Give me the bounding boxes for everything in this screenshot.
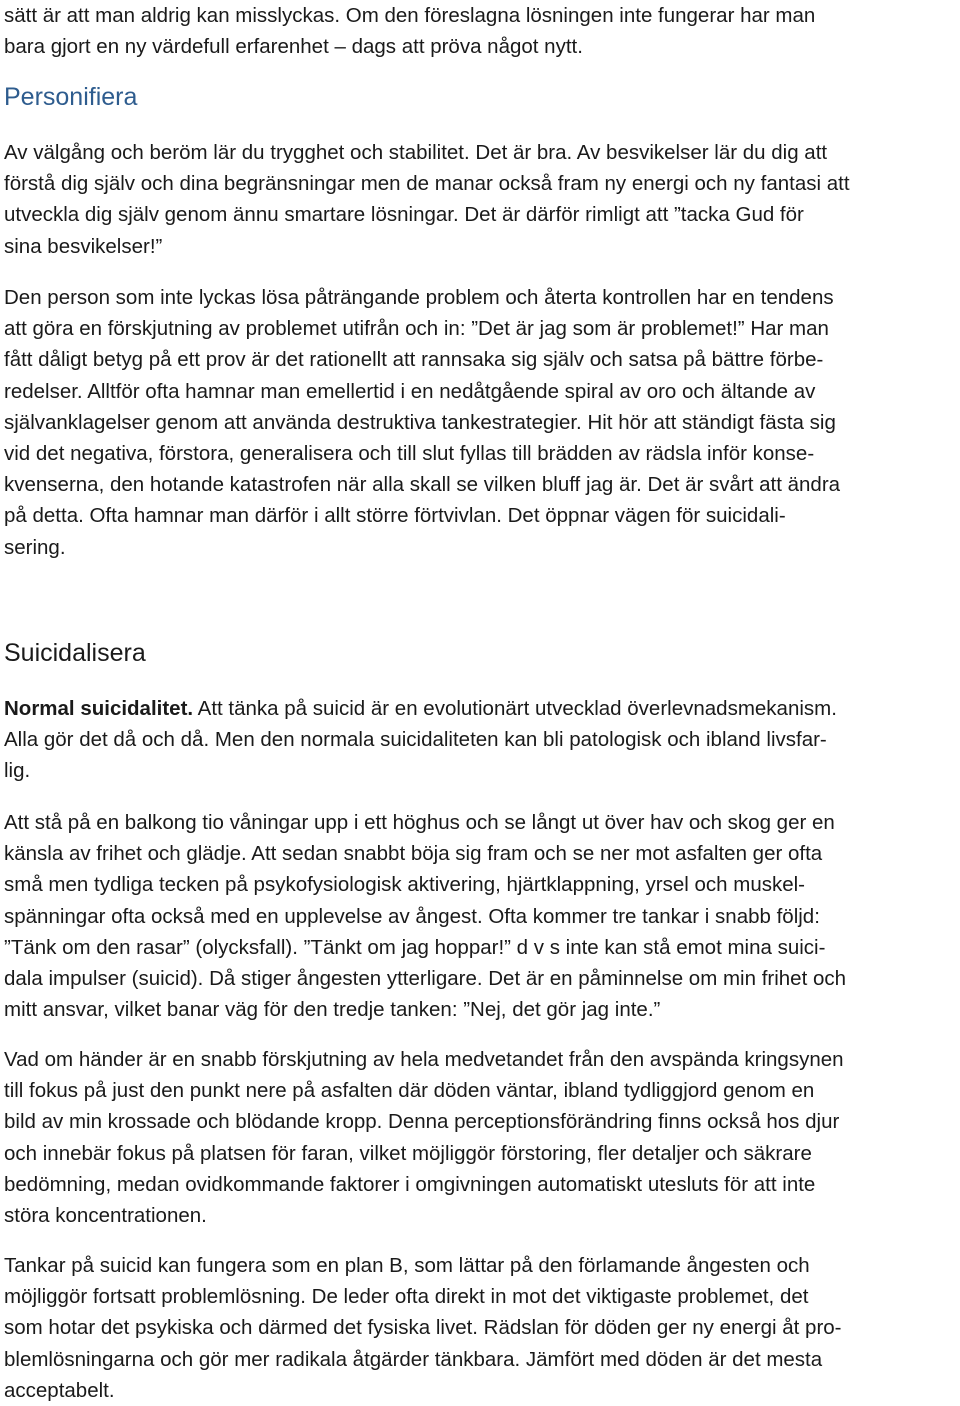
text-line: små men tydliga tecken på psykofysiologisk aktivering, hjärtklappning, yrsel och muskel-	[4, 873, 806, 897]
text-line: att göra en förskjutning av problemet utifrån och in: ”Det är jag som är problemet!” Har man	[4, 317, 829, 341]
text-line: Tankar på suicid kan fungera som en plan B, som lättar på den förlamande ångesten och	[4, 1254, 810, 1277]
text-run: Att tänka på suicid är en evolutionärt utvecklad överlevnadsmekanism.	[193, 697, 837, 720]
text-line: som hotar det psykiska och därmed det fysiska livet. Rädslan för döden ger ny energi åt pro-	[4, 1316, 842, 1340]
text-line: självanklagelser genom att använda destruktiva tankestrategier. Hit hör att ständigt fästa sig	[4, 410, 836, 434]
text-line: Av välgång och beröm lär du trygghet och stabilitet. Det är bra. Av besvikelser lär du dig att	[4, 141, 828, 164]
text-line: bild av min krossade och blödande kropp. Denna perceptionsförändring finns också hos djur	[4, 1110, 840, 1134]
text-line: dala impulser (suicid). Då stiger ångesten ytterligare. Det är en påminnelse om min frihet och	[4, 966, 847, 990]
text-line: ”Tänk om den rasar” (olycksfall). ”Tänkt om jag hoppar!” d v s inte kan stå emot mina suici-	[4, 935, 826, 959]
text-line: spänningar ofta också med en upplevelse av ångest. Ofta kommer tre tankar i snabb följd:	[4, 904, 820, 928]
text-line: bara gjort en ny värdefull erfarenhet – dags att pröva något nytt.	[4, 35, 583, 59]
text-line: känsla av frihet och glädje. Att sedan snabbt böja sig fram och se ner mot asfalten ger ofta	[4, 842, 823, 866]
text-line: möjliggör fortsatt problemlösning. De leder ofta direkt in mot det viktigaste problemet, det	[4, 1285, 809, 1309]
text-line: lig.	[4, 759, 31, 783]
paragraph-tankar	[4, 1250, 956, 1406]
bold-lead: Normal suicidalitet.	[4, 697, 194, 720]
text-line	[4, 693, 956, 724]
text-line: mitt ansvar, vilket banar väg för den tredje tanken: ”Nej, det gör jag inte.”	[4, 998, 661, 1022]
paragraph-vad-om	[4, 1044, 956, 1231]
text-line: till fokus på just den punkt nere på asfalten där döden väntar, ibland tydliggjord genom en	[4, 1079, 815, 1103]
text-line: Att stå på en balkong tio våningar upp i ett höghus och se långt ut över hav och skog ger en	[4, 811, 835, 834]
text-line: bedömning, medan ovidkommande faktorer i omgivningen automatiskt utesluts för att inte	[4, 1172, 816, 1196]
text-line: på detta. Ofta hamnar man därför i allt större förtvivlan. Det öppnar vägen för suicidali-	[4, 504, 786, 528]
text-line: sätt är att man aldrig kan misslyckas. Om den föreslagna lösningen inte fungerar har man	[4, 4, 816, 27]
paragraph-normal-suicidalitet	[4, 693, 956, 787]
paragraph-person	[4, 282, 956, 563]
text-line: vid det negativa, förstora, generalisera och till slut fyllas till brädden av rädsla inför konse-	[4, 441, 815, 465]
text-line: acceptabelt.	[4, 1378, 115, 1402]
text-line: och innebär fokus på platsen för faran, vilket möjliggör förstoring, fler detaljer och säkrare	[4, 1141, 812, 1165]
text-line: sina besvikelser!”	[4, 234, 163, 258]
section-heading: Suicidalisera	[4, 639, 146, 667]
text-line: kvenserna, den hotande katastrofen när alla skall se vilken bluff jag är. Det är svårt att ändra	[4, 473, 841, 497]
section-heading: Personifiera	[4, 83, 138, 111]
text-line: utveckla dig själv genom ännu smartare lösningar. Det är därför rimligt att ”tacka Gud för	[4, 203, 804, 227]
text-line: redelser. Alltför ofta hamnar man emellertid i en nedåtgående spiral av oro och ältande av	[4, 379, 816, 403]
paragraph-balkong	[4, 807, 956, 1025]
text-line: Vad om händer är en snabb förskjutning av hela medvetandet från den avspända kringsynen	[4, 1048, 844, 1071]
text-line: förstå dig själv och dina begränsningar men de manar också fram ny energi och ny fantasi att	[4, 172, 850, 196]
paragraph-personifiera	[4, 137, 956, 262]
text-line: Den person som inte lyckas lösa påträngande problem och återta kontrollen har en tendens	[4, 286, 834, 309]
heading-personifiera-wrap	[4, 80, 956, 114]
heading-suicidalisera-wrap	[4, 636, 956, 670]
text-line: fått dåligt betyg på ett prov är det rationellt att rannsaka sig själv och satsa på bättre förbe-	[4, 348, 824, 372]
text-line: blemlösningarna och gör mer radikala åtgärder tänkbara. Jämfört med döden är det mesta	[4, 1347, 823, 1371]
paragraph-intro	[4, 0, 956, 62]
text-line: störa koncentrationen.	[4, 1203, 207, 1227]
text-line: Alla gör det då och då. Men den normala suicidaliteten kan bli patologisk och ibland livsfar-	[4, 728, 827, 752]
text-line: sering.	[4, 535, 66, 559]
